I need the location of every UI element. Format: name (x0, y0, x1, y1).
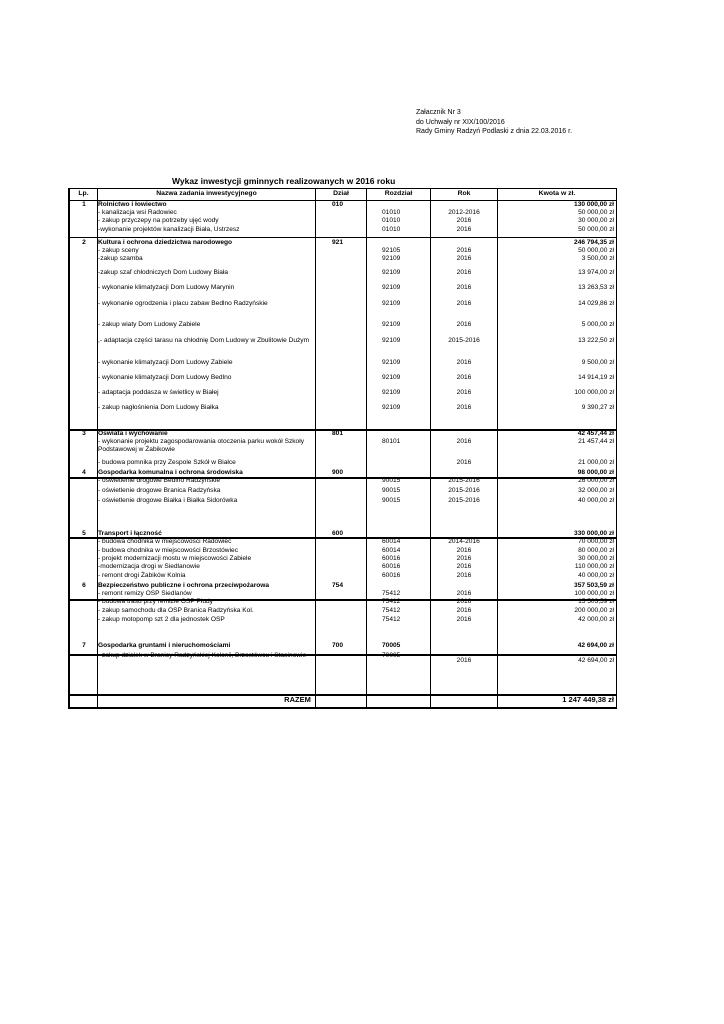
cell-lp: 2 (82, 239, 86, 246)
cell-name: -zakup szamba (98, 255, 143, 262)
cell-rok: 2016 (456, 374, 472, 381)
cell-rozdzial: 60014 (382, 538, 401, 545)
cell-rok: 2016 (456, 563, 472, 570)
cell-rok: 2015-2016 (448, 497, 480, 504)
cell-rok: 2016 (456, 269, 472, 276)
cell-rok: 2016 (456, 255, 472, 262)
cell-rok: 2016 (456, 359, 472, 366)
cell-name: -wykonanie projektów kanalizacji Biała, Ustrzesz (98, 226, 240, 233)
cell-kwota: 32 000,00 zł (578, 487, 614, 494)
cell-name: - remont drogi Żabików Kolnia (98, 572, 186, 579)
column-divider (315, 189, 316, 707)
cell-rozdzial: 90015 (382, 497, 401, 504)
cell-dzial: 600 (332, 530, 344, 537)
cell-rok: 2016 (456, 657, 472, 664)
cell-kwota: 9 390,27 zł (581, 404, 614, 411)
cell-rozdzial: 92109 (382, 284, 401, 291)
column-divider (497, 189, 498, 707)
cell-rozdzial: 01010 (382, 217, 401, 224)
cell-name: Gospodarka gruntami i nieruchomościami (98, 642, 231, 649)
cell-kwota: 42 694,00 zł (577, 642, 614, 649)
cell-rozdzial: 92105 (382, 247, 401, 254)
cell-name: - zakup wiaty Dom Ludowy Zabiele (98, 321, 201, 328)
cell-rok: 2016 (456, 598, 472, 605)
cell-rok: 2016 (456, 547, 472, 554)
cell-name: - adaptacja poddasza w świetlicy w Białej (98, 389, 219, 396)
cell-name: Gospodarka komunalna i ochrona środowiska (98, 469, 243, 476)
cell-kwota: 13 222,50 zł (578, 337, 614, 344)
cell-rok: 2014-2016 (448, 538, 480, 545)
cell-name: - zakup działek w Branicy Radzyńskiej Kolonii, Brzostówcu i Stasinowie (98, 652, 307, 659)
cell-lp: 3 (82, 430, 86, 437)
cell-rok: 2016 (456, 572, 472, 579)
cell-name: - budowa pomnika przy Zespole Szkół w Białce (98, 459, 236, 466)
cell-kwota: 70 000,00 zł (578, 538, 614, 545)
cell-lp: 7 (82, 642, 86, 649)
cell-rok: 2016 (456, 321, 472, 328)
col-header-dzial: Dział (333, 190, 349, 197)
column-divider (366, 189, 367, 707)
cell-kwota: 5 000,00 zł (581, 321, 614, 328)
cell-kwota: 40 000,00 zł (578, 497, 614, 504)
attachment-header (416, 108, 572, 137)
cell-rozdzial: 92109 (382, 255, 401, 262)
cell-kwota: 200 000,00 zł (574, 607, 614, 614)
cell-rozdzial: 92109 (382, 374, 401, 381)
cell-rok: 2015-2016 (448, 477, 480, 484)
cell-rozdzial: 01010 (382, 209, 401, 216)
cell-rozdzial: 60016 (382, 555, 401, 562)
cell-kwota: 3 500,00 zł (581, 255, 614, 262)
cell-kwota: 9 500,00 zł (581, 359, 614, 366)
cell-rok: 2016 (456, 459, 472, 466)
cell-rozdzial: 01010 (382, 226, 401, 233)
cell-rok: 2016 (456, 590, 472, 597)
cell-rok: 2016 (456, 300, 472, 307)
cell-rozdzial: 90015 (382, 487, 401, 494)
cell-rozdzial: 60014 (382, 547, 401, 554)
cell-rok: 2016 (456, 607, 472, 614)
cell-kwota: 98 000,00 zł (577, 469, 614, 476)
cell-rok: 2015-2016 (448, 487, 480, 494)
cell-name: - wykonanie klimatyzacji Dom Ludowy Marynin (98, 284, 235, 291)
cell-name: - budowa trasu przy remizie OSP Płudy (98, 598, 213, 605)
total-value: 1 247 449,38 zł (562, 695, 614, 704)
cell-lp: 5 (82, 530, 86, 537)
cell-rok: 2016 (456, 217, 472, 224)
cell-kwota: 30 000,00 zł (578, 555, 614, 562)
cell-kwota: 13 974,00 zł (578, 269, 614, 276)
cell-rozdzial: 75412 (382, 607, 401, 614)
cell-rok: 2015-2016 (448, 337, 480, 344)
cell-name: - zakup przyczepy na potrzeby ujęć wody (98, 217, 219, 224)
cell-kwota: 110 000,00 zł (574, 563, 614, 570)
cell-rozdzial: 92109 (382, 389, 401, 396)
col-header-kwota: Kwota w zł. (538, 190, 576, 197)
cell-dzial: 801 (332, 430, 344, 437)
cell-kwota: 15 503,59 zł (578, 598, 614, 605)
cell-name: Transport i łączność (98, 530, 162, 537)
cell-rok: 2016 (456, 438, 472, 445)
col-header-rozdzial: Rozdział (384, 190, 413, 197)
cell-kwota: 30 000,00 zł (578, 217, 614, 224)
cell-rok: 2016 (456, 226, 472, 233)
cell-name: Rolnictwo i łowiectwo (98, 201, 167, 208)
resolution-number: do Uchwały nr XIX/100/2016 (416, 118, 505, 126)
cell-rozdzial: 92109 (382, 359, 401, 366)
cell-kwota: 130 000,00 zł (574, 201, 614, 208)
cell-rok: 2016 (456, 247, 472, 254)
cell-rozdzial: 70005 (382, 652, 401, 659)
cell-rozdzial: 75412 (382, 590, 401, 597)
page-title: Wykaz inwestycji gminnych realizowanych w 2016 roku (172, 176, 396, 186)
cell-kwota: 21 000,00 zł (578, 459, 614, 466)
cell-kwota: 50 000,00 zł (578, 209, 614, 216)
attachment-number: Załacznik Nr 3 (416, 109, 461, 116)
cell-dzial: 900 (332, 469, 344, 476)
cell-name: Oswiata i wychowanie (98, 430, 168, 437)
cell-kwota: 42 457,44 zł (577, 430, 614, 437)
cell-name: - budowa chodnika w miejscowości Brzostówiec (98, 547, 238, 554)
cell-rozdzial: 92109 (382, 404, 401, 411)
cell-kwota: 357 503,59 zł (574, 582, 614, 589)
cell-lp: 1 (82, 201, 86, 208)
cell-name: - oświetlenie drogowe Bedlno Radzyńskie (98, 477, 221, 484)
cell-name: ,- adaptacja części tarasu na chłodnię Dom Ludowy w Zbulitowie Dużym (98, 337, 310, 344)
section-divider (70, 237, 616, 238)
cell-dzial: 921 (332, 239, 344, 246)
cell-rozdzial: 70005 (382, 642, 401, 649)
cell-lp: 6 (82, 582, 86, 589)
cell-rok: 2016 (456, 404, 472, 411)
cell-rozdzial: 60016 (382, 563, 401, 570)
cell-kwota: 330 000,00 zł (574, 530, 614, 537)
cell-kwota: 14 914,19 zł (578, 374, 614, 381)
cell-rok: 2016 (456, 555, 472, 562)
col-header-rok: Rok (457, 190, 471, 197)
cell-rok: 2016 (456, 284, 472, 291)
col-header-name: Nazwa zadania inwestycyjnego (156, 190, 257, 197)
cell-lp: 4 (82, 469, 86, 476)
cell-dzial: 010 (332, 201, 344, 208)
cell-dzial: 754 (332, 582, 344, 589)
cell-rozdzial: 92109 (382, 300, 401, 307)
cell-name: - zakup sceny (98, 247, 139, 254)
cell-kwota: 42 000,00 zł (578, 616, 614, 623)
cell-rok: 2016 (456, 616, 472, 623)
cell-kwota: 40 000,00 zł (578, 572, 614, 579)
cell-name: - wykonanie projektu zagospodarowania otoczenia parku wokół Szkoły Podstawowej w Żabikowie (98, 438, 304, 453)
cell-kwota: 246 794,35 zł (574, 239, 614, 246)
cell-rozdzial: 75412 (382, 598, 401, 605)
cell-name: - zakup samochodu dla OSP Branica Radzyńska Kol. (98, 607, 254, 614)
col-header-lp: Lp. (78, 190, 89, 197)
cell-name: - remont remizy OSP Siedlanów (98, 590, 192, 597)
cell-dzial: 700 (332, 642, 344, 649)
cell-name: -modernizacja drogi w Siedlanowie (98, 563, 200, 570)
column-divider (430, 189, 431, 707)
cell-rozdzial: 90015 (382, 477, 401, 484)
cell-name: - zakup nagłośnienia Dom Ludowy Białka (98, 404, 219, 411)
cell-name: Bezpieczeństwo publiczne i ochrona przeciwpożarowa (98, 582, 270, 589)
cell-rozdzial: 80101 (382, 438, 401, 445)
cell-kwota: 100 000,00 zł (574, 590, 614, 597)
cell-kwota: 50 000,00 zł (578, 226, 614, 233)
cell-name: - wykonanie ogrodzenia i placu zabaw Bedlno Radzyńskie (98, 300, 268, 307)
cell-rok: 2012-2016 (448, 209, 480, 216)
cell-name: - kanalizacja wsi Radowiec (98, 209, 177, 216)
cell-name: Kultura i ochrona dziedzictwa narodowego (98, 239, 233, 246)
total-label: RAZEM (284, 695, 311, 704)
cell-rozdzial: 92109 (382, 269, 401, 276)
cell-name: - wykonanie klimatyzacji Dom Ludowy Zabiele (98, 359, 233, 366)
cell-kwota: 26 000,00 zł (578, 477, 614, 484)
cell-name: -zakup szaf chłodniczych Dom Ludowy Biała (98, 269, 229, 276)
cell-rozdzial: 92109 (382, 321, 401, 328)
cell-kwota: 42 694,00 zł (578, 657, 614, 664)
cell-name: - wykonanie klimatyzacji Dom Ludowy Bedlno (98, 374, 232, 381)
cell-rozdzial: 92109 (382, 337, 401, 344)
cell-rozdzial: 75412 (382, 616, 401, 623)
cell-kwota: 21 457,44 zł (578, 438, 614, 445)
cell-kwota: 14 029,86 zł (578, 300, 614, 307)
cell-rozdzial: 60016 (382, 572, 401, 579)
cell-name: - oświetlenie drogowe Branica Radzyńska (98, 487, 221, 494)
cell-name: - projekt modernizacji mostu w miejscowości Zabiele (98, 555, 252, 562)
cell-kwota: 13 263,53 zł (578, 284, 614, 291)
cell-name: - zakup motopomp szt 2 dla jednostek OSP (98, 616, 225, 623)
cell-name: - budowa chodnika w miejscowości Radowiec (98, 538, 232, 545)
cell-kwota: 80 000,00 zł (578, 547, 614, 554)
cell-rok: 2016 (456, 389, 472, 396)
cell-kwota: 100 000,00 zł (574, 389, 614, 396)
cell-name: - oświetlenie drogowe Białka i Białka Sidorówka (98, 497, 238, 504)
investment-table (68, 188, 617, 709)
resolution-date: Rady Gminy Radzyń Podlaski z dnia 22.03.2016 r. (416, 128, 573, 135)
cell-kwota: 50 000,00 zł (578, 247, 614, 254)
